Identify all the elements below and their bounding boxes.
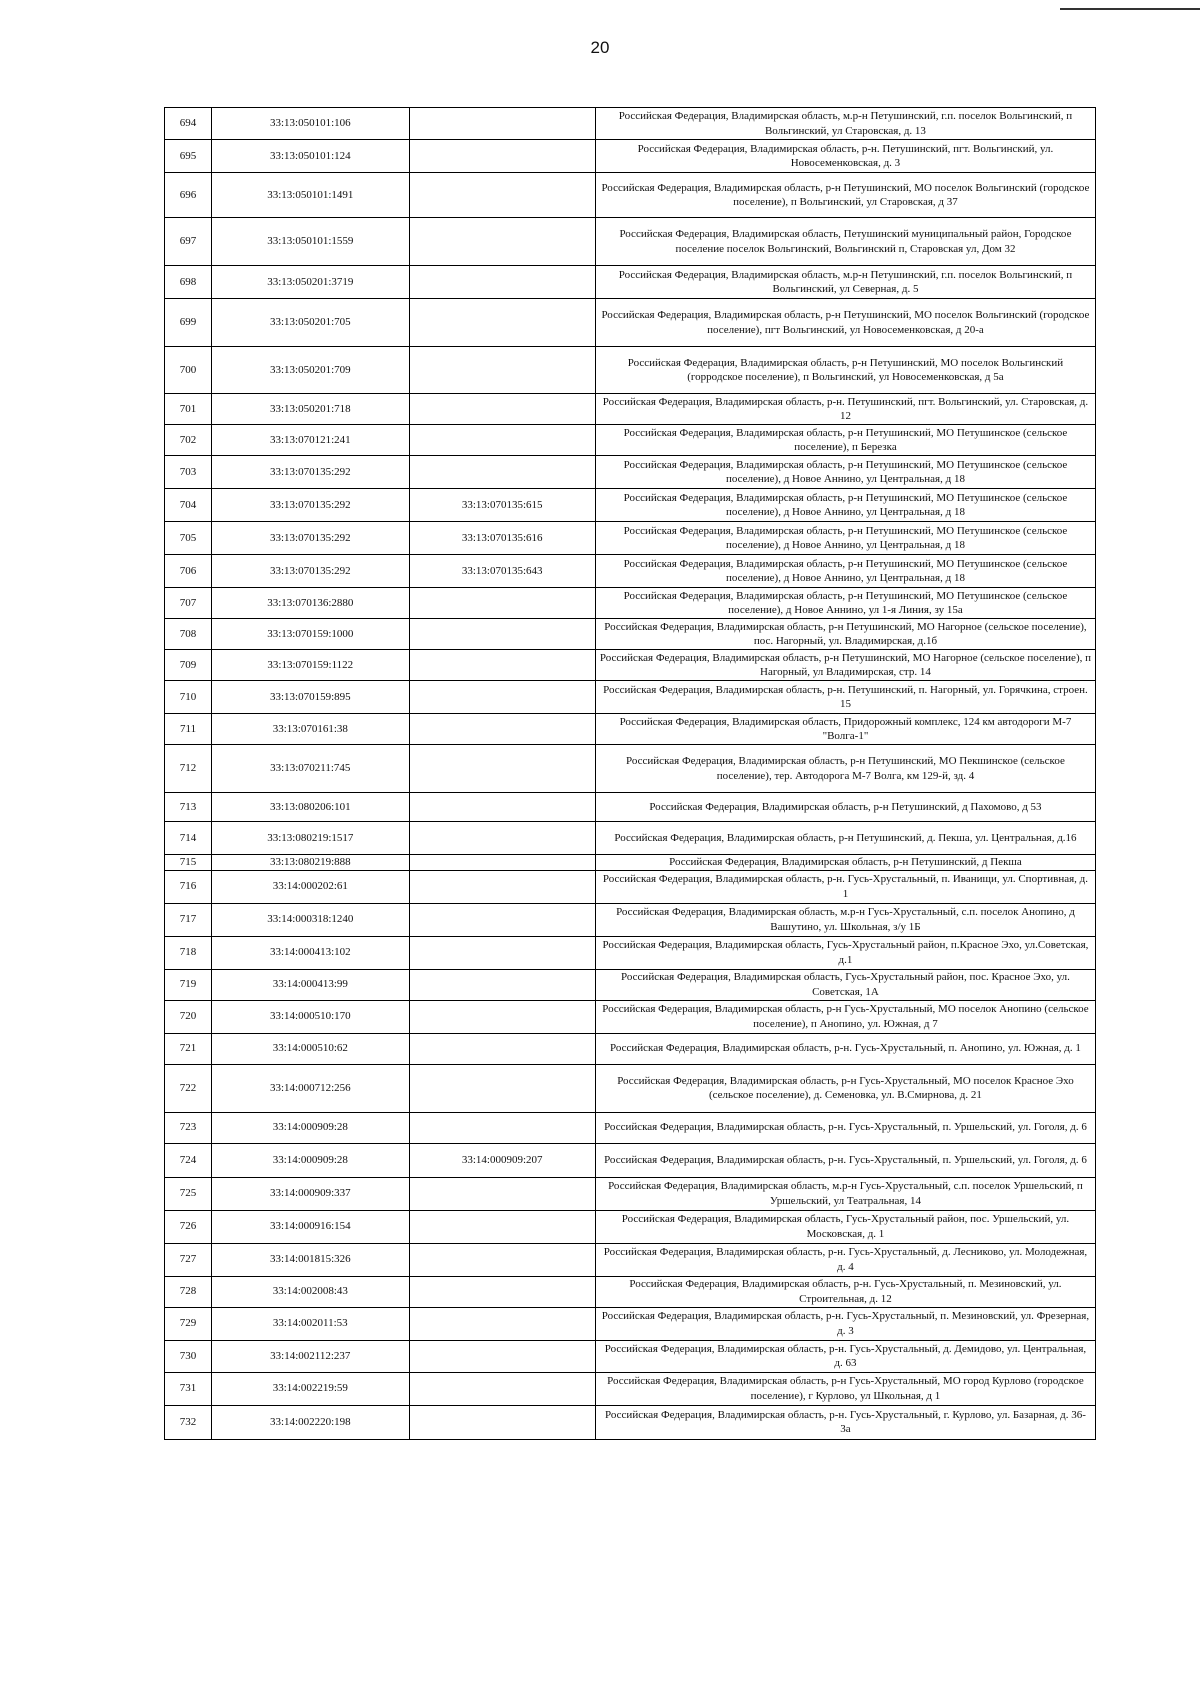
table-row — [165, 347, 1096, 394]
table-row — [165, 394, 1096, 425]
table-row — [165, 1307, 1096, 1340]
address-cell: Российская Федерация, Владимирская область, р-н. Гусь-Хрустальный, п. Мезиновский, ул. Фрезерная, д. 3 — [595, 1307, 1095, 1340]
address-cell: Российская Федерация, Владимирская область, р-н. Гусь-Хрустальный, г. Курлово, ул. Базарная, д. 36-3а — [595, 1405, 1095, 1439]
table-row — [165, 1177, 1096, 1210]
address-cell: Российская Федерация, Владимирская область, р-н Петушинский, МО поселок Вольгинский (городское поселение), пгт Вольгинский, ул Новосеменковская, д 20-а — [595, 299, 1095, 347]
row-number: 704 — [165, 489, 212, 522]
sub-cadastral-number: 33:13:070135:643 — [409, 555, 595, 588]
table-row — [165, 745, 1096, 793]
property-registry-table — [164, 107, 1096, 1440]
address-cell: Российская Федерация, Владимирская область, м.р-н Петушинский, г.п. поселок Вольгинский, п Вольгинский, ул Старовская, д. 13 — [595, 108, 1095, 140]
table-row — [165, 456, 1096, 489]
table-row — [165, 588, 1096, 619]
table-row — [165, 299, 1096, 347]
cadastral-number: 33:14:000510:170 — [212, 1000, 409, 1033]
table-row — [165, 173, 1096, 218]
sub-cadastral-number — [409, 969, 595, 1000]
cadastral-number: 33:14:000909:28 — [212, 1143, 409, 1177]
sub-cadastral-number — [409, 1064, 595, 1112]
cadastral-number: 33:13:070161:38 — [212, 714, 409, 745]
table-row — [165, 936, 1096, 969]
cadastral-number: 33:14:000413:99 — [212, 969, 409, 1000]
cadastral-number: 33:13:080219:1517 — [212, 822, 409, 855]
sub-cadastral-number — [409, 1033, 595, 1064]
cadastral-number: 33:13:070135:292 — [212, 489, 409, 522]
address-cell: Российская Федерация, Владимирская область, р-н Петушинский, МО Петушинское (сельское поселение), д Новое Аннино, ул Центральная, д 18 — [595, 489, 1095, 522]
sub-cadastral-number — [409, 456, 595, 489]
cadastral-number: 33:13:050101:124 — [212, 140, 409, 173]
address-cell: Российская Федерация, Владимирская область, р-н. Гусь-Хрустальный, п. Иванищи, ул. Спортивная, д. 1 — [595, 870, 1095, 903]
row-number: 715 — [165, 855, 212, 871]
row-number: 714 — [165, 822, 212, 855]
table-row — [165, 218, 1096, 266]
table-row — [165, 714, 1096, 745]
address-cell: Российская Федерация, Владимирская область, р-н Петушинский, МО Пекшинское (сельское поселение), тер. Автодорога М-7 Волга, км 129-й, зд. 4 — [595, 745, 1095, 793]
sub-cadastral-number — [409, 1210, 595, 1243]
table-row — [165, 1405, 1096, 1439]
row-number: 694 — [165, 108, 212, 140]
address-cell: Российская Федерация, Владимирская область, р-н Петушинский, МО Петушинское (сельское поселение), д Новое Аннино, ул 1-я Линия, зу 15а — [595, 588, 1095, 619]
sub-cadastral-number — [409, 870, 595, 903]
table-row — [165, 855, 1096, 871]
address-cell: Российская Федерация, Владимирская область, р-н Гусь-Хрустальный, МО город Курлово (городское поселение), г Курлово, ул Школьная, д 1 — [595, 1372, 1095, 1405]
sub-cadastral-number — [409, 173, 595, 218]
table-row — [165, 793, 1096, 822]
sub-cadastral-number — [409, 681, 595, 714]
row-number: 713 — [165, 793, 212, 822]
sub-cadastral-number — [409, 588, 595, 619]
address-cell: Российская Федерация, Владимирская область, р-н Петушинский, д Пекша — [595, 855, 1095, 871]
address-cell: Российская Федерация, Владимирская область, р-н Петушинский, д Пахомово, д 53 — [595, 793, 1095, 822]
cadastral-number: 33:14:000202:61 — [212, 870, 409, 903]
row-number: 699 — [165, 299, 212, 347]
cadastral-number: 33:13:070135:292 — [212, 522, 409, 555]
sub-cadastral-number — [409, 1340, 595, 1372]
sub-cadastral-number — [409, 1243, 595, 1276]
cadastral-number: 33:13:050201:709 — [212, 347, 409, 394]
cadastral-number: 33:14:000916:154 — [212, 1210, 409, 1243]
row-number: 711 — [165, 714, 212, 745]
row-number: 708 — [165, 619, 212, 650]
table-row — [165, 969, 1096, 1000]
table-row — [165, 522, 1096, 555]
sub-cadastral-number — [409, 619, 595, 650]
sub-cadastral-number — [409, 714, 595, 745]
table-row — [165, 822, 1096, 855]
row-number: 728 — [165, 1276, 212, 1307]
sub-cadastral-number — [409, 425, 595, 456]
address-cell: Российская Федерация, Владимирская область, р-н. Петушинский, пгт. Вольгинский, ул. Старовская, д. 12 — [595, 394, 1095, 425]
row-number: 723 — [165, 1112, 212, 1143]
cadastral-number: 33:14:002008:43 — [212, 1276, 409, 1307]
row-number: 695 — [165, 140, 212, 173]
cadastral-number: 33:13:050201:3719 — [212, 266, 409, 299]
row-number: 732 — [165, 1405, 212, 1439]
sub-cadastral-number — [409, 347, 595, 394]
row-number: 702 — [165, 425, 212, 456]
row-number: 710 — [165, 681, 212, 714]
cadastral-number: 33:14:000413:102 — [212, 936, 409, 969]
cadastral-number: 33:13:050101:1491 — [212, 173, 409, 218]
cadastral-number: 33:14:000318:1240 — [212, 903, 409, 936]
address-cell: Российская Федерация, Владимирская область, р-н Петушинский, д. Пекша, ул. Центральная, д.16 — [595, 822, 1095, 855]
address-cell: Российская Федерация, Владимирская область, р-н Петушинский, МО Петушинское (сельское поселение), д Новое Аннино, ул Центральная, д 18 — [595, 555, 1095, 588]
sub-cadastral-number — [409, 218, 595, 266]
sub-cadastral-number — [409, 394, 595, 425]
table-row — [165, 903, 1096, 936]
row-number: 718 — [165, 936, 212, 969]
address-cell: Российская Федерация, Владимирская область, р-н Петушинский, МО Петушинское (сельское поселение), п Березка — [595, 425, 1095, 456]
address-cell: Российская Федерация, Владимирская область, р-н Петушинский, МО Петушинское (сельское поселение), д Новое Аннино, ул Центральная, д 18 — [595, 456, 1095, 489]
table-row — [165, 1276, 1096, 1307]
row-number: 729 — [165, 1307, 212, 1340]
address-cell: Российская Федерация, Владимирская область, р-н. Гусь-Хрустальный, д. Лесниково, ул. Молодежная, д. 4 — [595, 1243, 1095, 1276]
address-cell: Российская Федерация, Владимирская область, р-н. Гусь-Хрустальный, п. Уршельский, ул. Гоголя, д. 6 — [595, 1143, 1095, 1177]
row-number: 716 — [165, 870, 212, 903]
address-cell: Российская Федерация, Владимирская область, р-н. Петушинский, п. Нагорный, ул. Горячкина, строен. 15 — [595, 681, 1095, 714]
address-cell: Российская Федерация, Владимирская область, р-н Петушинский, МО поселок Вольгинский (горродское поселение), п Вольгинский, ул Новосеменковская, д 5а — [595, 347, 1095, 394]
table-row — [165, 1112, 1096, 1143]
row-number: 703 — [165, 456, 212, 489]
address-cell: Российская Федерация, Владимирская область, р-н Гусь-Хрустальный, МО поселок Красное Эхо (сельское поселение), д. Семеновка, ул. В.Смирнова, д. 21 — [595, 1064, 1095, 1112]
sub-cadastral-number — [409, 1405, 595, 1439]
sub-cadastral-number — [409, 1000, 595, 1033]
address-cell: Российская Федерация, Владимирская область, р-н Петушинский, МО Нагорное (сельское поселение), п Нагорный, ул Владимирская, стр. 14 — [595, 650, 1095, 681]
cadastral-number: 33:14:000712:256 — [212, 1064, 409, 1112]
row-number: 709 — [165, 650, 212, 681]
cadastral-number: 33:13:050201:705 — [212, 299, 409, 347]
row-number: 722 — [165, 1064, 212, 1112]
table-row — [165, 1064, 1096, 1112]
cadastral-number: 33:14:000510:62 — [212, 1033, 409, 1064]
address-cell: Российская Федерация, Владимирская область, р-н Петушинский, МО Петушинское (сельское поселение), д Новое Аннино, ул Центральная, д 18 — [595, 522, 1095, 555]
cadastral-number: 33:14:002219:59 — [212, 1372, 409, 1405]
row-number: 724 — [165, 1143, 212, 1177]
cadastral-number: 33:13:070121:241 — [212, 425, 409, 456]
sub-cadastral-number — [409, 1112, 595, 1143]
sub-cadastral-number — [409, 140, 595, 173]
address-cell: Российская Федерация, Владимирская область, Придорожный комплекс, 124 км автодороги М-7 "Волга-1" — [595, 714, 1095, 745]
row-number: 717 — [165, 903, 212, 936]
table-row — [165, 140, 1096, 173]
sub-cadastral-number — [409, 1307, 595, 1340]
table-row — [165, 1340, 1096, 1372]
table-row — [165, 870, 1096, 903]
row-number: 698 — [165, 266, 212, 299]
address-cell: Российская Федерация, Владимирская область, Гусь-Хрустальный район, п.Красное Эхо, ул.Советская, д.1 — [595, 936, 1095, 969]
sub-cadastral-number — [409, 855, 595, 871]
sub-cadastral-number — [409, 1177, 595, 1210]
sub-cadastral-number: 33:13:070135:615 — [409, 489, 595, 522]
sub-cadastral-number — [409, 108, 595, 140]
table-row — [165, 681, 1096, 714]
row-number: 727 — [165, 1243, 212, 1276]
address-cell: Российская Федерация, Владимирская область, Петушинский муниципальный район, Городское поселение поселок Вольгинский, Вольгинский п, Старовская ул, Дом 32 — [595, 218, 1095, 266]
sub-cadastral-number: 33:14:000909:207 — [409, 1143, 595, 1177]
cadastral-number: 33:14:000909:28 — [212, 1112, 409, 1143]
row-number: 707 — [165, 588, 212, 619]
table-body — [165, 108, 1096, 1440]
table-row — [165, 489, 1096, 522]
cadastral-number: 33:13:070136:2880 — [212, 588, 409, 619]
page-number: 20 — [590, 38, 610, 57]
address-cell: Российская Федерация, Владимирская область, р-н. Гусь-Хрустальный, п. Мезиновский, ул. Строительная, д. 12 — [595, 1276, 1095, 1307]
row-number: 719 — [165, 969, 212, 1000]
cadastral-number: 33:14:000909:337 — [212, 1177, 409, 1210]
address-cell: Российская Федерация, Владимирская область, м.р-н Гусь-Хрустальный, с.п. поселок Уршельский, п Уршельский, ул Театральная, 14 — [595, 1177, 1095, 1210]
table-row — [165, 1033, 1096, 1064]
table-row — [165, 1210, 1096, 1243]
row-number: 697 — [165, 218, 212, 266]
cadastral-number: 33:13:070159:895 — [212, 681, 409, 714]
address-cell: Российская Федерация, Владимирская область, Гусь-Хрустальный район, пос. Уршельский, ул. Московская, д. 1 — [595, 1210, 1095, 1243]
cadastral-number: 33:14:002112:237 — [212, 1340, 409, 1372]
address-cell: Российская Федерация, Владимирская область, р-н Петушинский, МО Нагорное (сельское поселение), пос. Нагорный, ул. Владимирская, д.1б — [595, 619, 1095, 650]
row-number: 721 — [165, 1033, 212, 1064]
address-cell: Российская Федерация, Владимирская область, р-н Петушинский, МО поселок Вольгинский (городское поселение), п Вольгинский, ул Старовская, д 37 — [595, 173, 1095, 218]
address-cell: Российская Федерация, Владимирская область, р-н. Гусь-Хрустальный, д. Демидово, ул. Центральная, д. 63 — [595, 1340, 1095, 1372]
cadastral-number: 33:13:080206:101 — [212, 793, 409, 822]
address-cell: Российская Федерация, Владимирская область, м.р-н Гусь-Хрустальный, с.п. поселок Анопино, д Вашутино, ул. Школьная, з/у 1Б — [595, 903, 1095, 936]
table-row — [165, 1243, 1096, 1276]
row-number: 731 — [165, 1372, 212, 1405]
row-number: 725 — [165, 1177, 212, 1210]
table-row — [165, 650, 1096, 681]
cadastral-number: 33:13:080219:888 — [212, 855, 409, 871]
cadastral-number: 33:14:002220:198 — [212, 1405, 409, 1439]
scan-edge-line — [1060, 2, 1200, 10]
table-row — [165, 266, 1096, 299]
cadastral-number: 33:13:070159:1000 — [212, 619, 409, 650]
address-cell: Российская Федерация, Владимирская область, р-н. Гусь-Хрустальный, п. Анопино, ул. Южная, д. 1 — [595, 1033, 1095, 1064]
table-row — [165, 555, 1096, 588]
sub-cadastral-number — [409, 793, 595, 822]
sub-cadastral-number — [409, 299, 595, 347]
address-cell: Российская Федерация, Владимирская область, Гусь-Хрустальный район, пос. Красное Эхо, ул. Советская, 1А — [595, 969, 1095, 1000]
cadastral-number: 33:13:070159:1122 — [212, 650, 409, 681]
cadastral-number: 33:13:050201:718 — [212, 394, 409, 425]
cadastral-number: 33:13:050101:1559 — [212, 218, 409, 266]
row-number: 712 — [165, 745, 212, 793]
sub-cadastral-number — [409, 903, 595, 936]
sub-cadastral-number — [409, 1276, 595, 1307]
sub-cadastral-number — [409, 936, 595, 969]
row-number: 705 — [165, 522, 212, 555]
row-number: 726 — [165, 1210, 212, 1243]
sub-cadastral-number — [409, 822, 595, 855]
cadastral-number: 33:13:070211:745 — [212, 745, 409, 793]
table-row — [165, 425, 1096, 456]
address-cell: Российская Федерация, Владимирская область, р-н. Гусь-Хрустальный, п. Уршельский, ул. Гоголя, д. 6 — [595, 1112, 1095, 1143]
sub-cadastral-number — [409, 745, 595, 793]
table-row — [165, 1143, 1096, 1177]
row-number: 701 — [165, 394, 212, 425]
row-number: 696 — [165, 173, 212, 218]
cadastral-number: 33:13:070135:292 — [212, 456, 409, 489]
cadastral-number: 33:14:002011:53 — [212, 1307, 409, 1340]
sub-cadastral-number — [409, 266, 595, 299]
address-cell: Российская Федерация, Владимирская область, р-н. Петушинский, пгт. Вольгинский, ул. Новосеменковская, д. 3 — [595, 140, 1095, 173]
row-number: 720 — [165, 1000, 212, 1033]
sub-cadastral-number — [409, 1372, 595, 1405]
table-row — [165, 1372, 1096, 1405]
table-row — [165, 1000, 1096, 1033]
cadastral-number: 33:13:050101:106 — [212, 108, 409, 140]
address-cell: Российская Федерация, Владимирская область, р-н Гусь-Хрустальный, МО поселок Анопино (сельское поселение), п Анопино, ул. Южная, д 7 — [595, 1000, 1095, 1033]
sub-cadastral-number: 33:13:070135:616 — [409, 522, 595, 555]
table-row — [165, 619, 1096, 650]
address-cell: Российская Федерация, Владимирская область, м.р-н Петушинский, г.п. поселок Вольгинский, п Вольгинский, ул Северная, д. 5 — [595, 266, 1095, 299]
table-row — [165, 108, 1096, 140]
row-number: 730 — [165, 1340, 212, 1372]
cadastral-number: 33:14:001815:326 — [212, 1243, 409, 1276]
row-number: 700 — [165, 347, 212, 394]
cadastral-number: 33:13:070135:292 — [212, 555, 409, 588]
sub-cadastral-number — [409, 650, 595, 681]
row-number: 706 — [165, 555, 212, 588]
